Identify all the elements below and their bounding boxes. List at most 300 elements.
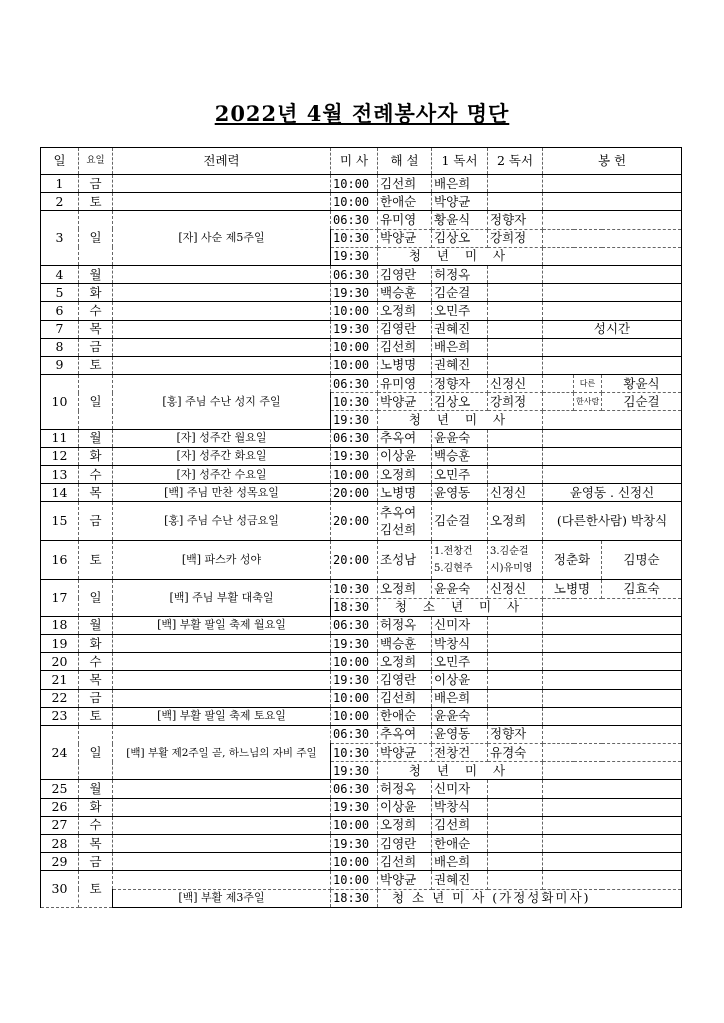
day-cell: 29 <box>41 853 79 871</box>
table-row <box>41 284 682 302</box>
offering-cell: 노병명 <box>543 580 602 598</box>
header-mass: 미 사 <box>331 148 378 175</box>
time-cell: 19:30 <box>331 634 378 652</box>
offering-cell <box>543 229 682 247</box>
day-cell: 13 <box>41 466 79 484</box>
time-cell: 18:30 <box>331 889 378 907</box>
reader2-cell <box>488 429 543 447</box>
offering-cell-2: 김효숙 <box>602 580 682 598</box>
commentator-cell: 허정옥 <box>378 616 432 634</box>
time-cell: 06:30 <box>331 725 378 743</box>
table-row <box>41 671 682 689</box>
reader1-cell: 윤영동 <box>432 484 488 502</box>
table-row <box>41 265 682 283</box>
reader1-cell: 김선희 <box>432 816 488 834</box>
day-cell: 30 <box>41 871 79 907</box>
time-cell: 10:00 <box>331 689 378 707</box>
weekday-cell: 목 <box>79 835 113 853</box>
table-row <box>41 375 682 393</box>
weekday-cell: 일 <box>79 580 113 616</box>
reader2-cell <box>488 320 543 338</box>
weekday-cell: 토 <box>79 871 113 907</box>
day-cell: 25 <box>41 780 79 798</box>
liturgy-cell <box>113 320 331 338</box>
youth-mass-cell: 청 소 년 미 사 <box>378 598 543 616</box>
time-cell: 10:00 <box>331 338 378 356</box>
offering-cell: 성시간 <box>543 320 682 338</box>
liturgy-cell <box>113 284 331 302</box>
liturgy-cell: [백] 부활 팔일 축제 월요일 <box>113 616 331 634</box>
weekday-cell: 월 <box>79 265 113 283</box>
commentator-cell: 김영란 <box>378 320 432 338</box>
time-cell: 19:30 <box>331 762 378 780</box>
time-cell: 10:00 <box>331 356 378 374</box>
offering-label: 한사람 <box>574 393 602 411</box>
reader1-cell: 백승훈 <box>432 447 488 465</box>
time-cell: 19:30 <box>331 284 378 302</box>
reader2-cell <box>488 798 543 816</box>
commentator-cell: 박양균 <box>378 871 432 889</box>
offering-cell <box>543 211 682 229</box>
reader2-cell <box>488 707 543 725</box>
weekday-cell: 토 <box>79 356 113 374</box>
time-cell: 10:00 <box>331 707 378 725</box>
reader2-cell: 정향자 <box>488 725 543 743</box>
schedule-table <box>40 147 682 908</box>
weekday-cell: 월 <box>79 429 113 447</box>
reader2-cell <box>488 265 543 283</box>
reader1-cell: 김순걸 <box>432 502 488 541</box>
table-row <box>41 816 682 834</box>
commentator-cell: 김영란 <box>378 671 432 689</box>
time-cell: 10:30 <box>331 744 378 762</box>
reader2-cell: 신정신 <box>488 580 543 598</box>
offering-cell <box>543 725 682 743</box>
weekday-cell: 수 <box>79 466 113 484</box>
table-row <box>41 211 682 229</box>
time-cell: 10:00 <box>331 466 378 484</box>
offering-cell <box>543 247 682 265</box>
commentator-cell: 노병명 <box>378 484 432 502</box>
reader2-cell: 정향자 <box>488 211 543 229</box>
offering-cell <box>543 780 682 798</box>
reader2-cell: 강희정 <box>488 229 543 247</box>
table-row <box>41 541 682 580</box>
commentator-cell: 김선희 <box>378 689 432 707</box>
day-cell: 15 <box>41 502 79 541</box>
commentator-cell: 오정희 <box>378 302 432 320</box>
table-row <box>41 871 682 889</box>
liturgy-cell: [백] 부활 제3주일 <box>113 889 331 907</box>
commentator-cell: 추옥여 <box>378 429 432 447</box>
reader1-cell: 한애순 <box>432 835 488 853</box>
reader2-cell <box>488 816 543 834</box>
time-cell: 10:30 <box>331 229 378 247</box>
weekday-cell: 금 <box>79 175 113 193</box>
offering-cell <box>543 193 682 211</box>
day-cell: 6 <box>41 302 79 320</box>
reader1-cell: 윤영동 <box>432 725 488 743</box>
liturgy-cell: [백] 부활 제2주일 곧, 하느님의 자비 주일 <box>113 725 331 780</box>
weekday-cell: 화 <box>79 447 113 465</box>
offering-cell <box>543 853 682 871</box>
day-cell: 24 <box>41 725 79 780</box>
weekday-cell: 토 <box>79 707 113 725</box>
reader2-cell <box>488 653 543 671</box>
table-row <box>41 580 682 598</box>
liturgy-cell <box>113 780 331 798</box>
reader1-cell: 오민주 <box>432 302 488 320</box>
offering-cell <box>543 429 682 447</box>
liturgy-cell <box>113 816 331 834</box>
day-cell: 9 <box>41 356 79 374</box>
commentator-cell: 허정옥 <box>378 780 432 798</box>
offering-cell <box>543 689 682 707</box>
table-row <box>41 889 682 907</box>
time-cell: 20:00 <box>331 541 378 580</box>
weekday-cell: 일 <box>79 375 113 430</box>
commentator-cell: 박양균 <box>378 229 432 247</box>
commentator-cell: 오정희 <box>378 466 432 484</box>
offering-cell <box>543 302 682 320</box>
weekday-cell: 수 <box>79 653 113 671</box>
time-cell: 19:30 <box>331 247 378 265</box>
liturgy-cell: [홍] 주님 수난 성지 주일 <box>113 375 331 430</box>
commentator-cell: 이상윤 <box>378 447 432 465</box>
header-commentator: 해 설 <box>378 148 432 175</box>
time-cell: 19:30 <box>331 671 378 689</box>
reader1-cell: 김상오 <box>432 229 488 247</box>
commentator-cell: 조성남 <box>378 541 432 580</box>
reader2-cell: 신정신 <box>488 375 543 393</box>
offering-cell <box>543 356 682 374</box>
table-row <box>41 689 682 707</box>
offering-cell <box>543 616 682 634</box>
time-cell: 19:30 <box>331 798 378 816</box>
reader2-cell: 오정희 <box>488 502 543 541</box>
liturgy-cell <box>113 871 331 889</box>
offering-cell <box>543 466 682 484</box>
offering-cell <box>543 871 682 889</box>
weekday-cell: 금 <box>79 338 113 356</box>
table-row <box>41 447 682 465</box>
commentator-cell: 이상윤 <box>378 798 432 816</box>
day-cell: 18 <box>41 616 79 634</box>
commentator-cell: 유미영 <box>378 375 432 393</box>
time-cell: 19:30 <box>331 447 378 465</box>
commentator-cell: 한애순 <box>378 193 432 211</box>
header-offering: 봉 헌 <box>543 148 682 175</box>
liturgy-cell: [백] 주님 부활 대축일 <box>113 580 331 616</box>
liturgy-cell <box>113 798 331 816</box>
time-cell: 06:30 <box>331 429 378 447</box>
liturgy-cell: [자] 성주간 월요일 <box>113 429 331 447</box>
commentator-cell: 김영란 <box>378 265 432 283</box>
reader1-cell: 권혜진 <box>432 356 488 374</box>
offering-cell <box>543 284 682 302</box>
liturgy-cell <box>113 689 331 707</box>
reader1-cell: 박창식 <box>432 798 488 816</box>
liturgy-cell: [홍] 주님 수난 성금요일 <box>113 502 331 541</box>
time-cell: 18:30 <box>331 598 378 616</box>
time-cell: 10:00 <box>331 302 378 320</box>
header-reader2: 2 독서 <box>488 148 543 175</box>
liturgy-cell <box>113 193 331 211</box>
commentator-cell <box>378 502 432 541</box>
time-cell: 10:00 <box>331 853 378 871</box>
page-title: 2022년 4월 전례봉사자 명단 <box>214 101 510 126</box>
day-cell: 8 <box>41 338 79 356</box>
day-cell: 12 <box>41 447 79 465</box>
reader2-cell <box>488 193 543 211</box>
time-cell: 10:30 <box>331 393 378 411</box>
time-cell: 06:30 <box>331 616 378 634</box>
weekday-cell: 화 <box>79 284 113 302</box>
weekday-cell: 금 <box>79 502 113 541</box>
commentator-cell: 오정희 <box>378 816 432 834</box>
table-row <box>41 616 682 634</box>
table-row <box>41 302 682 320</box>
liturgy-cell <box>113 265 331 283</box>
day-cell: 4 <box>41 265 79 283</box>
liturgy-cell <box>113 356 331 374</box>
liturgy-cell: [자] 사순 제5주일 <box>113 211 331 266</box>
header-weekday: 요일 <box>79 148 113 175</box>
commentator-cell: 박양균 <box>378 744 432 762</box>
reader2-cell <box>488 871 543 889</box>
vigil-reader-1: 1.전창건 <box>434 546 473 558</box>
weekday-cell: 목 <box>79 320 113 338</box>
offering-cell: 정춘화 <box>543 541 602 580</box>
reader2-cell <box>488 541 543 580</box>
table-row <box>41 653 682 671</box>
commentator-cell: 김선희 <box>378 338 432 356</box>
commentator-cell: 김영란 <box>378 835 432 853</box>
reader2-cell <box>488 689 543 707</box>
offering-name: 김순걸 <box>602 393 682 411</box>
day-cell: 2 <box>41 193 79 211</box>
reader1-cell: 이상윤 <box>432 671 488 689</box>
liturgy-cell <box>113 175 331 193</box>
reader1-cell: 배은희 <box>432 175 488 193</box>
commentator-cell: 노병명 <box>378 356 432 374</box>
time-cell: 06:30 <box>331 211 378 229</box>
table-row <box>41 780 682 798</box>
day-cell: 27 <box>41 816 79 834</box>
weekday-cell: 월 <box>79 616 113 634</box>
header-row <box>41 148 682 175</box>
day-cell: 16 <box>41 541 79 580</box>
day-cell: 10 <box>41 375 79 430</box>
liturgy-cell: [백] 주님 만찬 성목요일 <box>113 484 331 502</box>
commentator-cell: 백승훈 <box>378 634 432 652</box>
reader1-cell <box>432 541 488 580</box>
time-cell: 20:00 <box>331 502 378 541</box>
commentator-name: 추옥여 <box>380 505 417 521</box>
reader2-cell <box>488 780 543 798</box>
reader2-cell <box>488 634 543 652</box>
commentator-cell: 박양균 <box>378 393 432 411</box>
day-cell: 21 <box>41 671 79 689</box>
offering-cell <box>543 653 682 671</box>
liturgy-cell <box>113 853 331 871</box>
offering-cell: (다른한사람) 박창식 <box>543 502 682 541</box>
offering-cell-2: 김명순 <box>602 541 682 580</box>
commentator-cell: 김선희 <box>378 175 432 193</box>
time-cell: 10:30 <box>331 580 378 598</box>
reader1-cell: 권혜진 <box>432 320 488 338</box>
liturgy-cell: [자] 성주간 화요일 <box>113 447 331 465</box>
liturgy-cell <box>113 634 331 652</box>
reader1-cell: 배은희 <box>432 853 488 871</box>
reader1-cell: 전창건 <box>432 744 488 762</box>
youth-mass-cell: 청 년 미 사 <box>378 762 543 780</box>
weekday-cell: 토 <box>79 541 113 580</box>
time-cell: 10:00 <box>331 871 378 889</box>
offering-blank <box>543 393 574 411</box>
time-cell: 19:30 <box>331 835 378 853</box>
liturgy-cell: [백] 파스카 성야 <box>113 541 331 580</box>
commentator-cell: 오정희 <box>378 580 432 598</box>
reader1-cell: 박창식 <box>432 634 488 652</box>
day-cell: 1 <box>41 175 79 193</box>
reader2-cell <box>488 466 543 484</box>
liturgy-cell: [백] 부활 팔일 축제 토요일 <box>113 707 331 725</box>
weekday-cell: 수 <box>79 302 113 320</box>
commentator-name-2: 김선희 <box>380 522 417 538</box>
offering-cell <box>543 447 682 465</box>
time-cell: 06:30 <box>331 780 378 798</box>
weekday-cell: 월 <box>79 780 113 798</box>
reader1-cell: 신미자 <box>432 780 488 798</box>
day-cell: 28 <box>41 835 79 853</box>
youth-mass-cell: 청 년 미 사 <box>378 411 543 429</box>
reader1-cell: 오민주 <box>432 653 488 671</box>
liturgy-cell <box>113 671 331 689</box>
vigil-reader-3: 3.김순걸 <box>490 546 529 558</box>
reader1-cell: 윤윤숙 <box>432 429 488 447</box>
offering-cell <box>543 707 682 725</box>
time-cell: 06:30 <box>331 375 378 393</box>
commentator-cell: 추옥여 <box>378 725 432 743</box>
table-row <box>41 798 682 816</box>
table-row <box>41 707 682 725</box>
liturgy-cell <box>113 653 331 671</box>
table-row <box>41 853 682 871</box>
offering-cell <box>543 175 682 193</box>
reader1-cell: 김상오 <box>432 393 488 411</box>
table-row <box>41 193 682 211</box>
day-cell: 3 <box>41 211 79 266</box>
reader1-cell: 허정옥 <box>432 265 488 283</box>
weekday-cell: 화 <box>79 798 113 816</box>
reader2-cell <box>488 338 543 356</box>
reader1-cell: 권혜진 <box>432 871 488 889</box>
table-row <box>41 725 682 743</box>
table-row <box>41 466 682 484</box>
reader1-cell: 윤윤숙 <box>432 707 488 725</box>
time-cell: 10:00 <box>331 816 378 834</box>
weekday-cell: 수 <box>79 816 113 834</box>
time-cell: 19:30 <box>331 320 378 338</box>
header-reader1: 1 독서 <box>432 148 488 175</box>
reader1-cell: 배은희 <box>432 689 488 707</box>
time-cell: 10:00 <box>331 175 378 193</box>
table-row <box>41 835 682 853</box>
day-cell: 19 <box>41 634 79 652</box>
reader2-cell: 유경숙 <box>488 744 543 762</box>
reader2-cell <box>488 853 543 871</box>
offering-name: 황윤식 <box>602 375 682 393</box>
youth-family-mass-cell: 청 소 년 미 사 (가정성화미사) <box>378 889 682 907</box>
commentator-cell: 김선희 <box>378 853 432 871</box>
offering-cell <box>543 744 682 762</box>
reader2-cell: 강희정 <box>488 393 543 411</box>
offering-cell <box>543 598 682 616</box>
offering-cell <box>543 816 682 834</box>
reader2-cell: 신정신 <box>488 484 543 502</box>
table-row <box>41 634 682 652</box>
offering-blank <box>543 375 574 393</box>
table-row <box>41 320 682 338</box>
time-cell: 10:00 <box>331 193 378 211</box>
weekday-cell: 일 <box>79 211 113 266</box>
reader2-cell <box>488 835 543 853</box>
weekday-cell: 토 <box>79 193 113 211</box>
offering-cell <box>543 835 682 853</box>
reader1-cell: 오민주 <box>432 466 488 484</box>
reader2-cell <box>488 175 543 193</box>
time-cell: 19:30 <box>331 411 378 429</box>
offering-cell <box>543 338 682 356</box>
day-cell: 20 <box>41 653 79 671</box>
offering-cell <box>543 671 682 689</box>
liturgy-cell <box>113 302 331 320</box>
offering-cell <box>543 265 682 283</box>
offering-cell <box>543 411 682 429</box>
reader1-cell: 김순걸 <box>432 284 488 302</box>
weekday-cell: 목 <box>79 671 113 689</box>
day-cell: 23 <box>41 707 79 725</box>
header-day: 일 <box>41 148 79 175</box>
commentator-cell: 한애순 <box>378 707 432 725</box>
reader2-cell <box>488 616 543 634</box>
vigil-reader-5: 5.김현주 <box>434 563 473 575</box>
day-cell: 7 <box>41 320 79 338</box>
liturgy-cell: [자] 성주간 수요일 <box>113 466 331 484</box>
offering-cell: 윤영동 . 신정신 <box>543 484 682 502</box>
reader1-cell: 정향자 <box>432 375 488 393</box>
day-cell: 11 <box>41 429 79 447</box>
weekday-cell: 일 <box>79 725 113 780</box>
weekday-cell: 금 <box>79 689 113 707</box>
reader1-cell: 배은희 <box>432 338 488 356</box>
time-cell: 06:30 <box>331 265 378 283</box>
liturgy-cell <box>113 835 331 853</box>
header-liturgy: 전례력 <box>113 148 331 175</box>
offering-cell <box>543 762 682 780</box>
time-cell: 10:00 <box>331 653 378 671</box>
commentator-cell: 오정희 <box>378 653 432 671</box>
liturgy-cell <box>113 338 331 356</box>
reader2-cell <box>488 356 543 374</box>
offering-cell <box>543 798 682 816</box>
weekday-cell: 금 <box>79 853 113 871</box>
commentator-cell: 백승훈 <box>378 284 432 302</box>
commentator-cell: 유미영 <box>378 211 432 229</box>
weekday-cell: 화 <box>79 634 113 652</box>
table-row <box>41 484 682 502</box>
